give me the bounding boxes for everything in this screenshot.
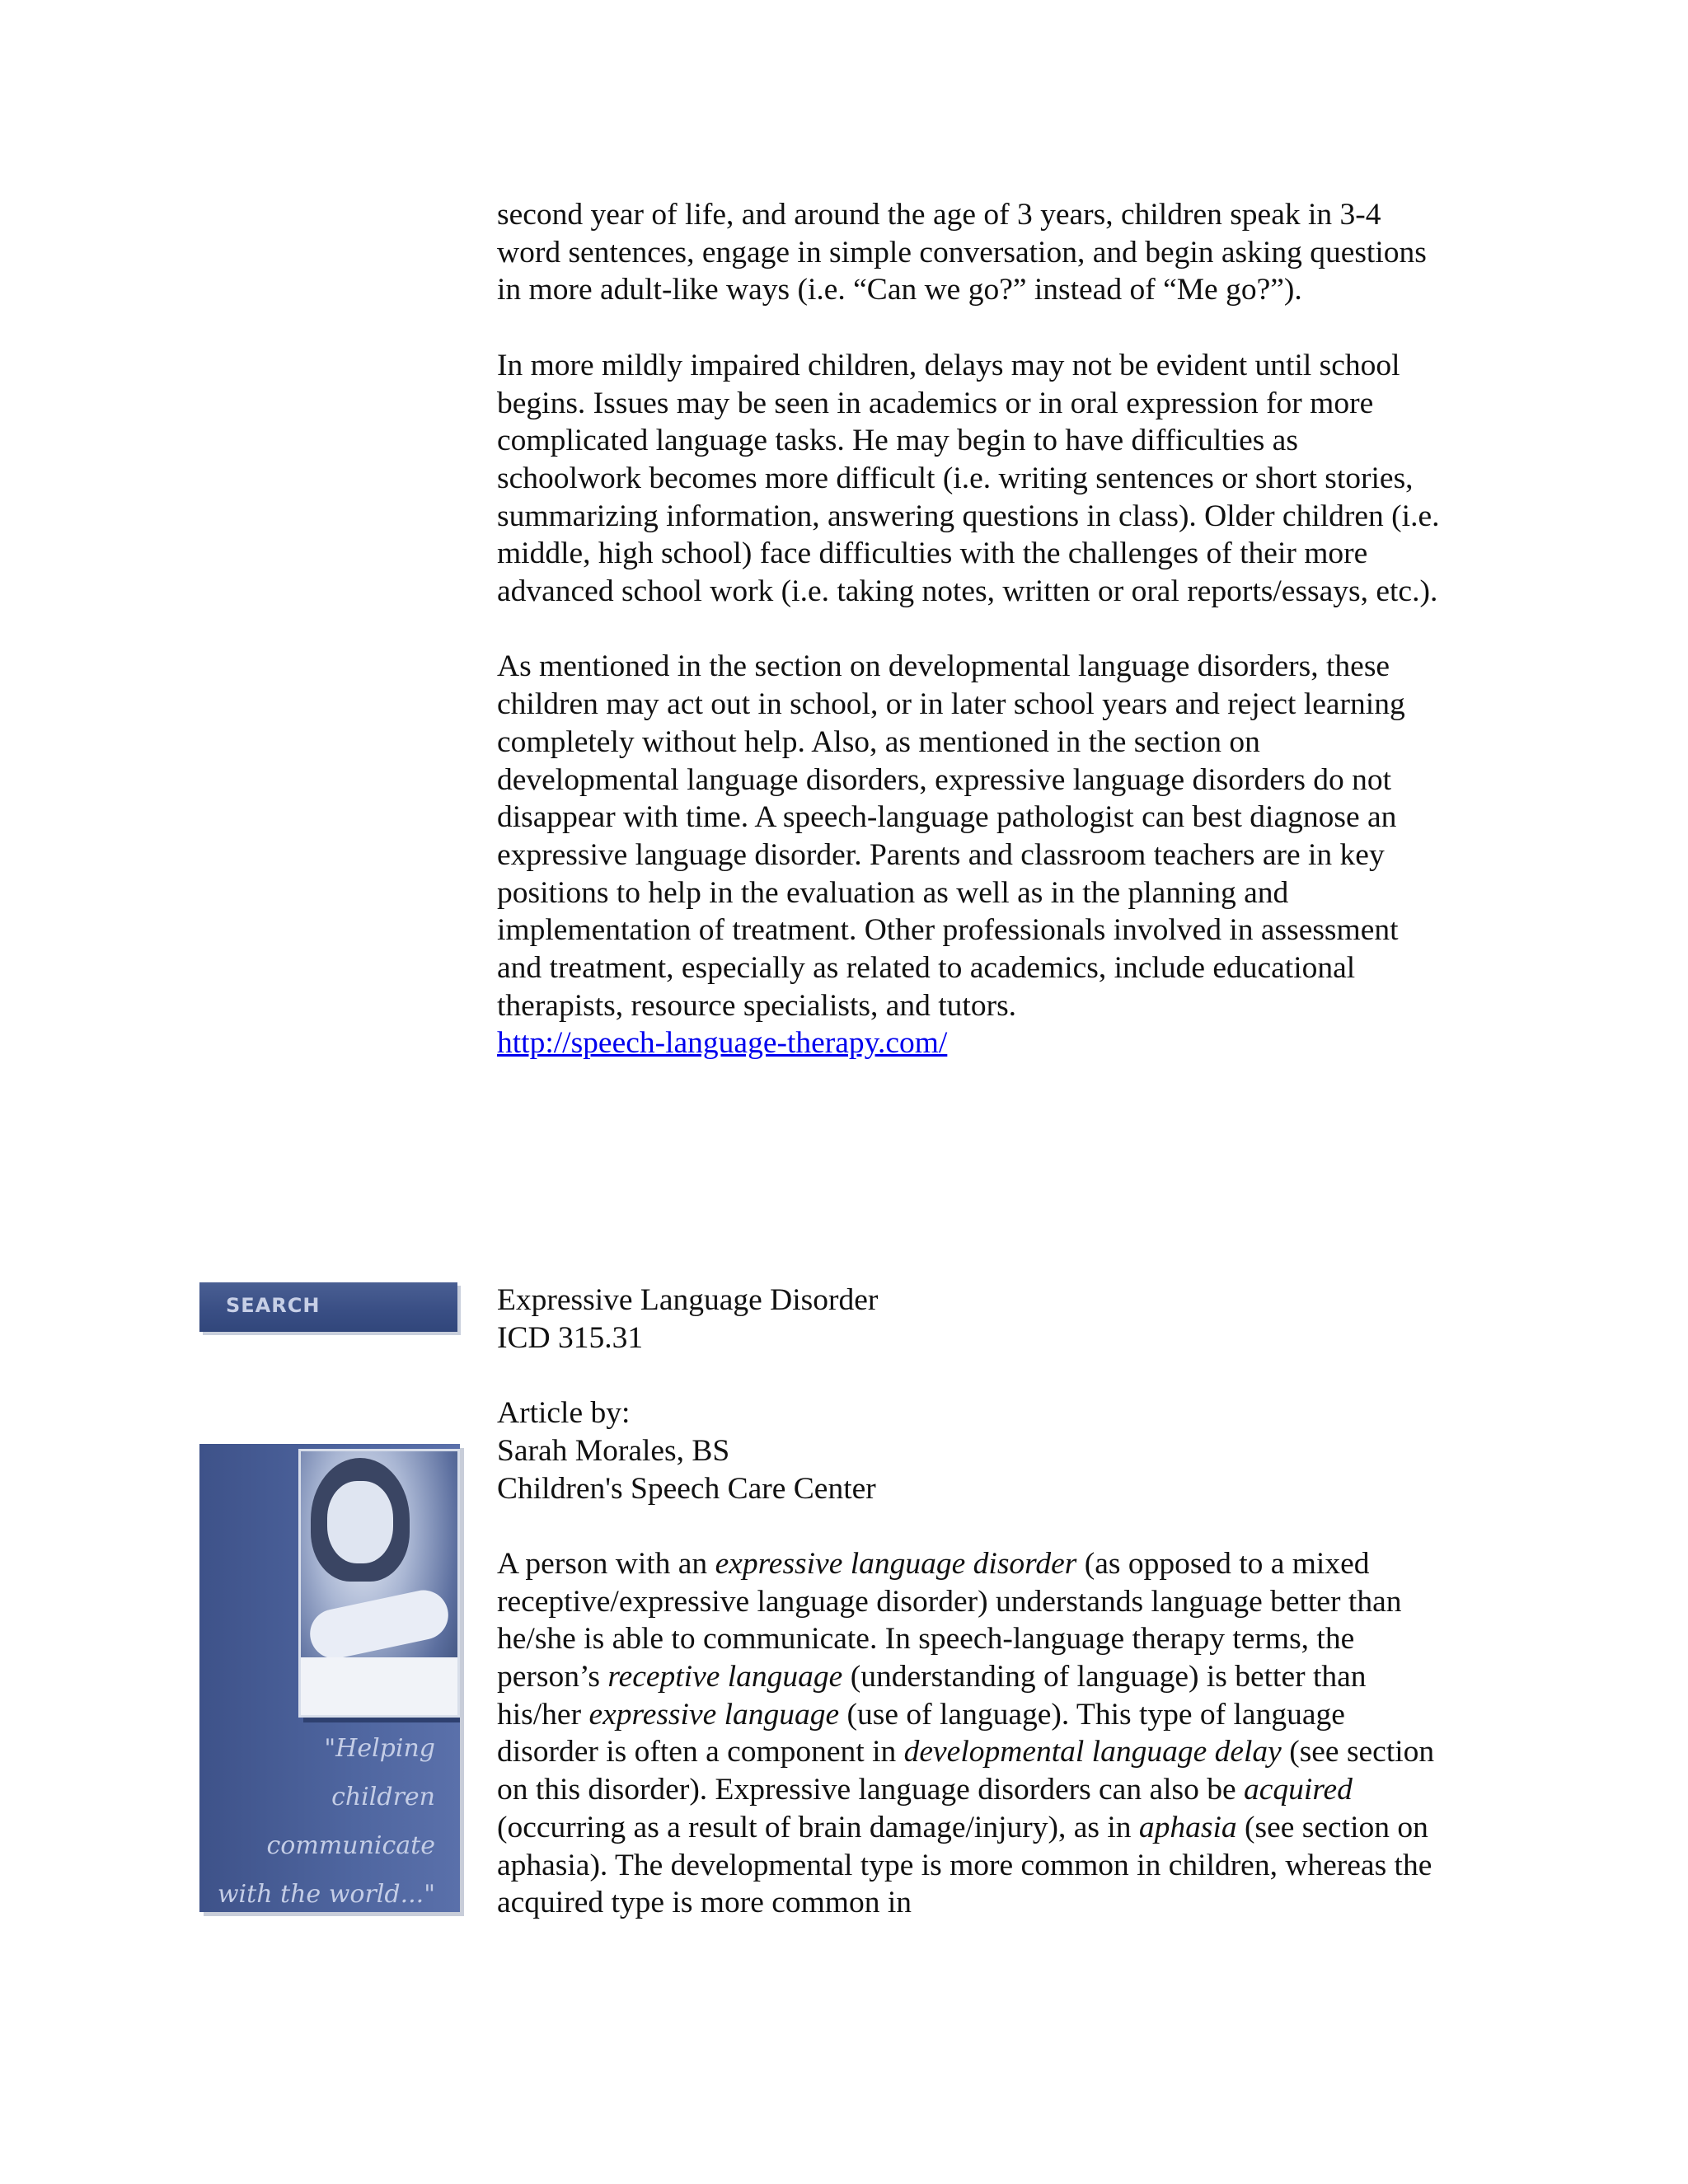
author-name: Sarah Morales, BS xyxy=(497,1433,730,1468)
intro-text: A person with an xyxy=(497,1546,715,1581)
intro-term: receptive language xyxy=(607,1660,843,1694)
intro-text: (see section on this disorder). Expressive language disorders can also be xyxy=(497,1735,1435,1807)
intro-text: (see section on aphasia). The developmental type is more common in children, whereas the acquired type is more common in xyxy=(497,1810,1432,1920)
tagline-line: "Helping xyxy=(324,1734,435,1763)
search-banner[interactable] xyxy=(199,1282,457,1332)
paragraph-mild-impairment: In more mildly impaired children, delays may not be evident until school begins. Issues may be seen in academics or in oral expression for more complicated language tasks. He may begin to have difficulties as schoolwork becomes more difficult (i.e. writing sentences or short stories, summarizing information, answering questions in class). Older children (i.e. middle, high school) face difficulties with the challenges of their more advanced school work (i.e. taking notes, written or oral reports/essays, etc.). xyxy=(497,348,1440,609)
tagline-line: communicate xyxy=(266,1831,435,1860)
intro-text: (understanding of language) is better than his/her xyxy=(497,1660,1367,1732)
intro-term: expressive language disorder xyxy=(715,1546,1077,1581)
intro-term: expressive language xyxy=(588,1697,840,1732)
intro-term: acquired xyxy=(1244,1773,1353,1807)
article-title: Expressive Language Disorder xyxy=(497,1283,879,1317)
article-block xyxy=(497,1282,1441,1922)
tagline-line: children xyxy=(331,1783,435,1811)
tagline-line: with the world..." xyxy=(217,1880,435,1909)
paragraph-professionals: As mentioned in the section on developmental language disorders, these children may act out in school, or in later school years and reject learning completely without help. Also, as mentioned in the section on developmental language disorders, expressive language disorders do not disappear with time. A speech-language pathologist can best diagnose an expressive language disorder. Parents and classroom teachers are in key positions to help in the evaluation as well as in the planning and implementation of treatment. Other professionals involved in assessment and treatment, especially as related to academics, include educational therapists, resource specialists, and tutors. xyxy=(497,649,1405,1023)
article-intro-paragraph xyxy=(497,1545,1441,1922)
intro-text: (occurring as a result of brain damage/injury), as in xyxy=(497,1810,1139,1844)
byline-label: Article by: xyxy=(497,1396,631,1431)
promo-panel xyxy=(199,1444,460,1912)
article-code: ICD 315.31 xyxy=(497,1320,644,1355)
intro-text: (use of language). This type of language disorder is often a component in xyxy=(497,1697,1345,1769)
source-link[interactable]: http://speech-language-therapy.com/ xyxy=(497,1026,948,1061)
intro-text: (as opposed to a mixed receptive/expressive language disorder) understands language better than he/she is able to communicate. In speech-language therapy terms, the person’s xyxy=(497,1546,1402,1694)
child-photo xyxy=(298,1449,460,1718)
paragraph-language-milestones: second year of life, and around the age of 3 years, children speak in 3-4 word sentences, engage in simple conversation, and begin asking questions in more adult-like ways (i.e. “Can we go?” instead of “Me go?”). xyxy=(497,198,1427,307)
intro-term: developmental language delay xyxy=(903,1735,1282,1769)
intro-term: aphasia xyxy=(1138,1810,1237,1844)
author-organization: Children's Speech Care Center xyxy=(497,1471,876,1506)
tagline xyxy=(199,1724,435,1912)
search-label: SEARCH xyxy=(226,1294,321,1317)
top-text-block xyxy=(497,196,1441,1062)
